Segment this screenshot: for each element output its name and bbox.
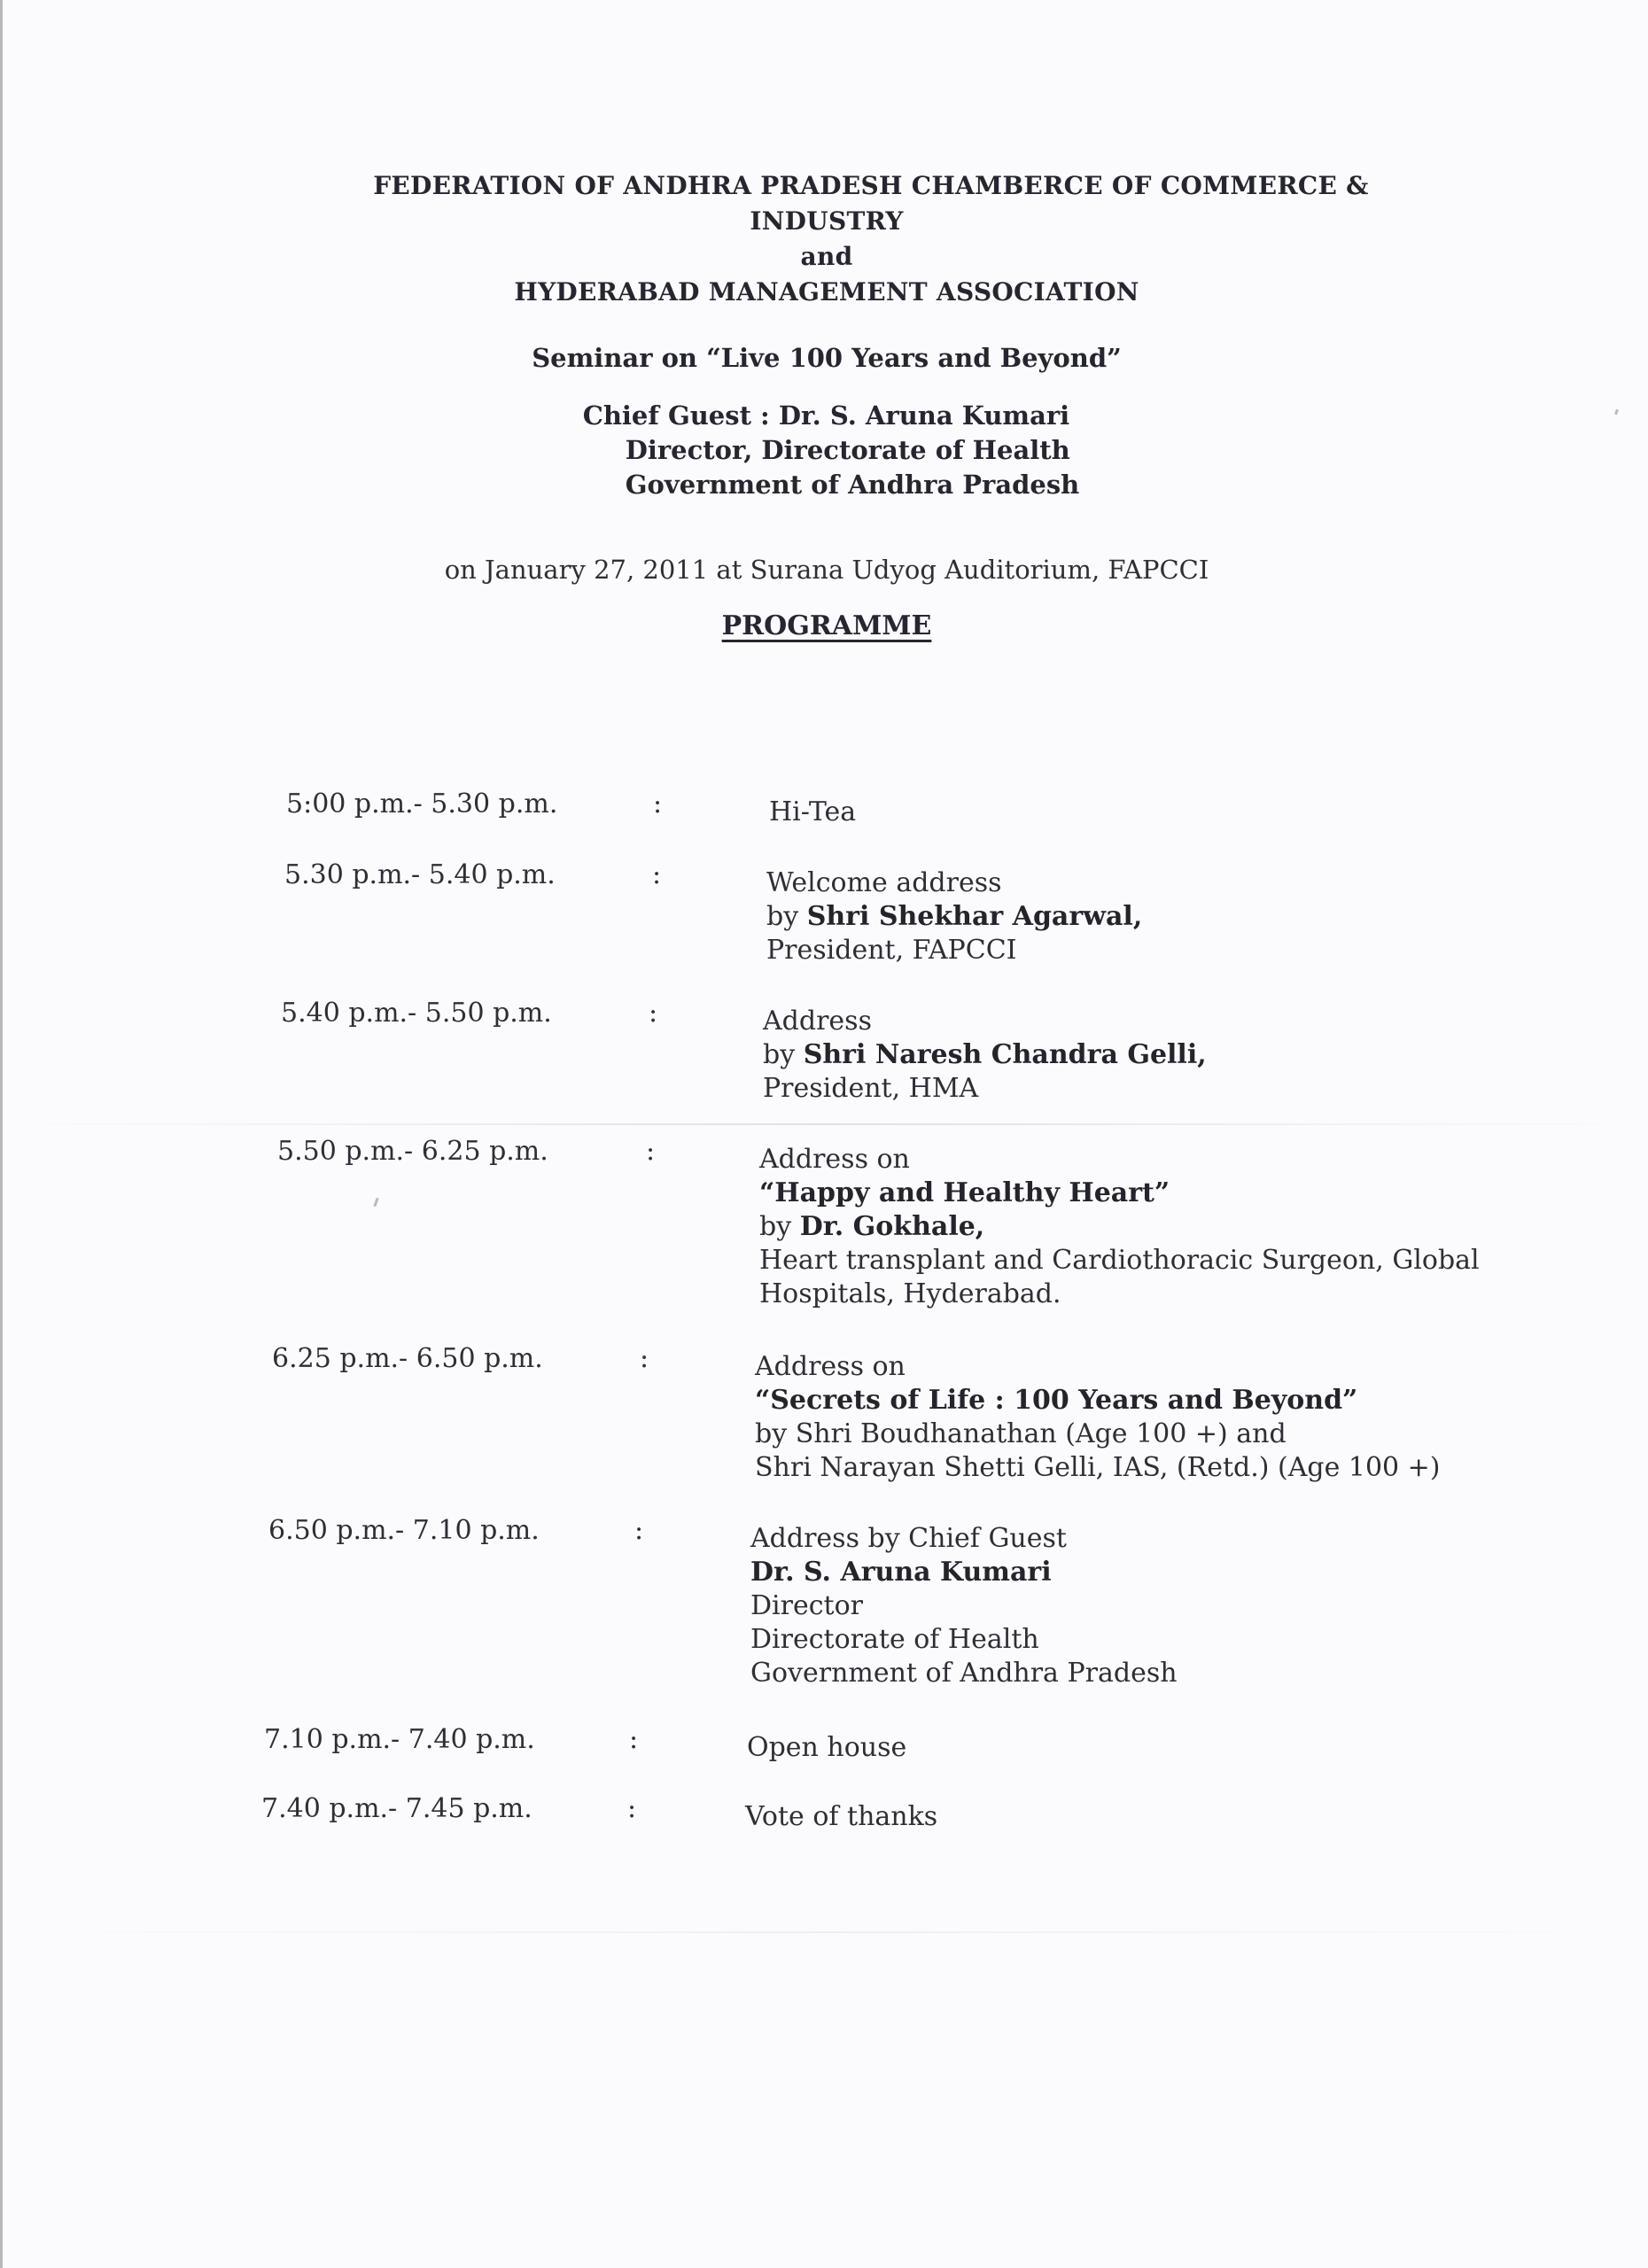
speaker-name: Dr. Gokhale, (799, 1211, 985, 1242)
description-text: Open house (747, 1732, 907, 1763)
schedule-separator: : (627, 1793, 637, 1824)
schedule-description (745, 1800, 1543, 1834)
chief-guest-organisation: Government of Andhra Pradesh (625, 470, 1080, 500)
description-line (750, 1623, 1548, 1657)
organisation-line: FEDERATION OF ANDHRA PRADESH CHAMBERCE OF COMMERCE & (373, 171, 1369, 200)
programme-schedule (3, 0, 1648, 2268)
date-venue-line: on January 27, 2011 at Surana Udyog Auditorium, FAPCCI (444, 555, 1209, 585)
schedule-time: 6.50 p.m.- 7.10 p.m. (268, 1515, 540, 1546)
description-prefix: by (766, 901, 807, 932)
description-line (763, 1005, 1560, 1038)
description-prefix: by (759, 1211, 800, 1242)
schedule-time: 5:00 p.m.- 5.30 p.m. (286, 788, 558, 819)
description-line (759, 1210, 1557, 1244)
description-text: Address on (755, 1351, 906, 1382)
schedule-separator: : (634, 1515, 644, 1546)
description-line (755, 1350, 1552, 1384)
description-text: Welcome address (766, 867, 1002, 898)
schedule-separator: : (640, 1343, 649, 1374)
description-text: Heart transplant and Cardiothoracic Surgeon, Global (759, 1245, 1480, 1276)
schedule-time: 5.50 p.m.- 6.25 p.m. (277, 1136, 548, 1167)
description-text: Government of Andhra Pradesh (750, 1658, 1178, 1689)
chief-guest-name: Chief Guest : Dr. S. Aruna Kumari (582, 400, 1070, 431)
description-line (755, 1418, 1552, 1451)
organisation-conjunction: and (800, 242, 853, 271)
description-line (755, 1384, 1552, 1418)
description-text: by Shri Boudhanathan (Age 100 +) and (755, 1418, 1287, 1449)
description-text: Hi-Tea (769, 796, 857, 827)
description-text: President, HMA (763, 1073, 979, 1104)
schedule-description (766, 866, 1564, 967)
schedule-time: 7.40 p.m.- 7.45 p.m. (261, 1793, 532, 1824)
speaker-name: Dr. S. Aruna Kumari (750, 1557, 1052, 1588)
schedule-description (759, 1143, 1557, 1311)
speaker-name: “Secrets of Life : 100 Years and Beyond” (755, 1385, 1358, 1416)
schedule-description (750, 1522, 1548, 1690)
schedule-description (763, 1005, 1560, 1106)
description-line (759, 1278, 1557, 1311)
description-line (747, 1731, 1544, 1765)
description-line (766, 900, 1564, 934)
chief-guest-title: Director, Directorate of Health (625, 435, 1070, 465)
description-line (759, 1177, 1557, 1210)
description-text: Address on (759, 1144, 910, 1175)
programme-heading: PROGRAMME (721, 610, 932, 641)
description-text: Shri Narayan Shetti Gelli, IAS, (Retd.) (Age 100 +) (755, 1452, 1441, 1483)
description-line (750, 1589, 1548, 1623)
description-line (759, 1244, 1557, 1278)
schedule-separator: : (629, 1724, 639, 1755)
speaker-name: “Happy and Healthy Heart” (759, 1177, 1170, 1208)
schedule-separator: : (646, 1136, 656, 1167)
schedule-time: 5.40 p.m.- 5.50 p.m. (281, 998, 552, 1029)
description-text: Hospitals, Hyderabad. (759, 1278, 1061, 1309)
schedule-separator: : (652, 859, 662, 890)
schedule-time: 5.30 p.m.- 5.40 p.m. (284, 859, 556, 890)
schedule-time: 7.10 p.m.- 7.40 p.m. (264, 1724, 535, 1755)
schedule-separator: : (649, 998, 658, 1029)
organisation-line: HYDERABAD MANAGEMENT ASSOCIATION (514, 277, 1139, 307)
description-line (766, 934, 1564, 967)
description-line (750, 1522, 1548, 1556)
description-prefix: by (763, 1039, 804, 1070)
description-line (763, 1072, 1560, 1106)
description-text: Vote of thanks (745, 1801, 938, 1832)
description-text: Directorate of Health (750, 1624, 1039, 1655)
schedule-description (769, 796, 1566, 829)
description-text: Address by Chief Guest (750, 1523, 1067, 1554)
description-line (763, 1038, 1560, 1072)
description-line (766, 866, 1564, 900)
schedule-separator: : (653, 788, 663, 819)
description-line (755, 1451, 1552, 1485)
schedule-description (755, 1350, 1552, 1485)
description-text: President, FAPCCI (766, 935, 1017, 966)
seminar-title: Seminar on “Live 100 Years and Beyond” (532, 343, 1122, 373)
description-line (750, 1657, 1548, 1690)
description-line (759, 1143, 1557, 1177)
speaker-name: Shri Naresh Chandra Gelli, (803, 1039, 1207, 1070)
schedule-time: 6.25 p.m.- 6.50 p.m. (272, 1343, 543, 1374)
description-line (750, 1556, 1548, 1589)
description-line (745, 1800, 1543, 1834)
description-text: Director (750, 1590, 864, 1621)
organisation-line: INDUSTRY (750, 206, 904, 236)
description-line (769, 796, 1566, 829)
schedule-description (747, 1731, 1544, 1765)
description-text: Address (763, 1006, 872, 1037)
speaker-name: Shri Shekhar Agarwal, (806, 901, 1143, 932)
